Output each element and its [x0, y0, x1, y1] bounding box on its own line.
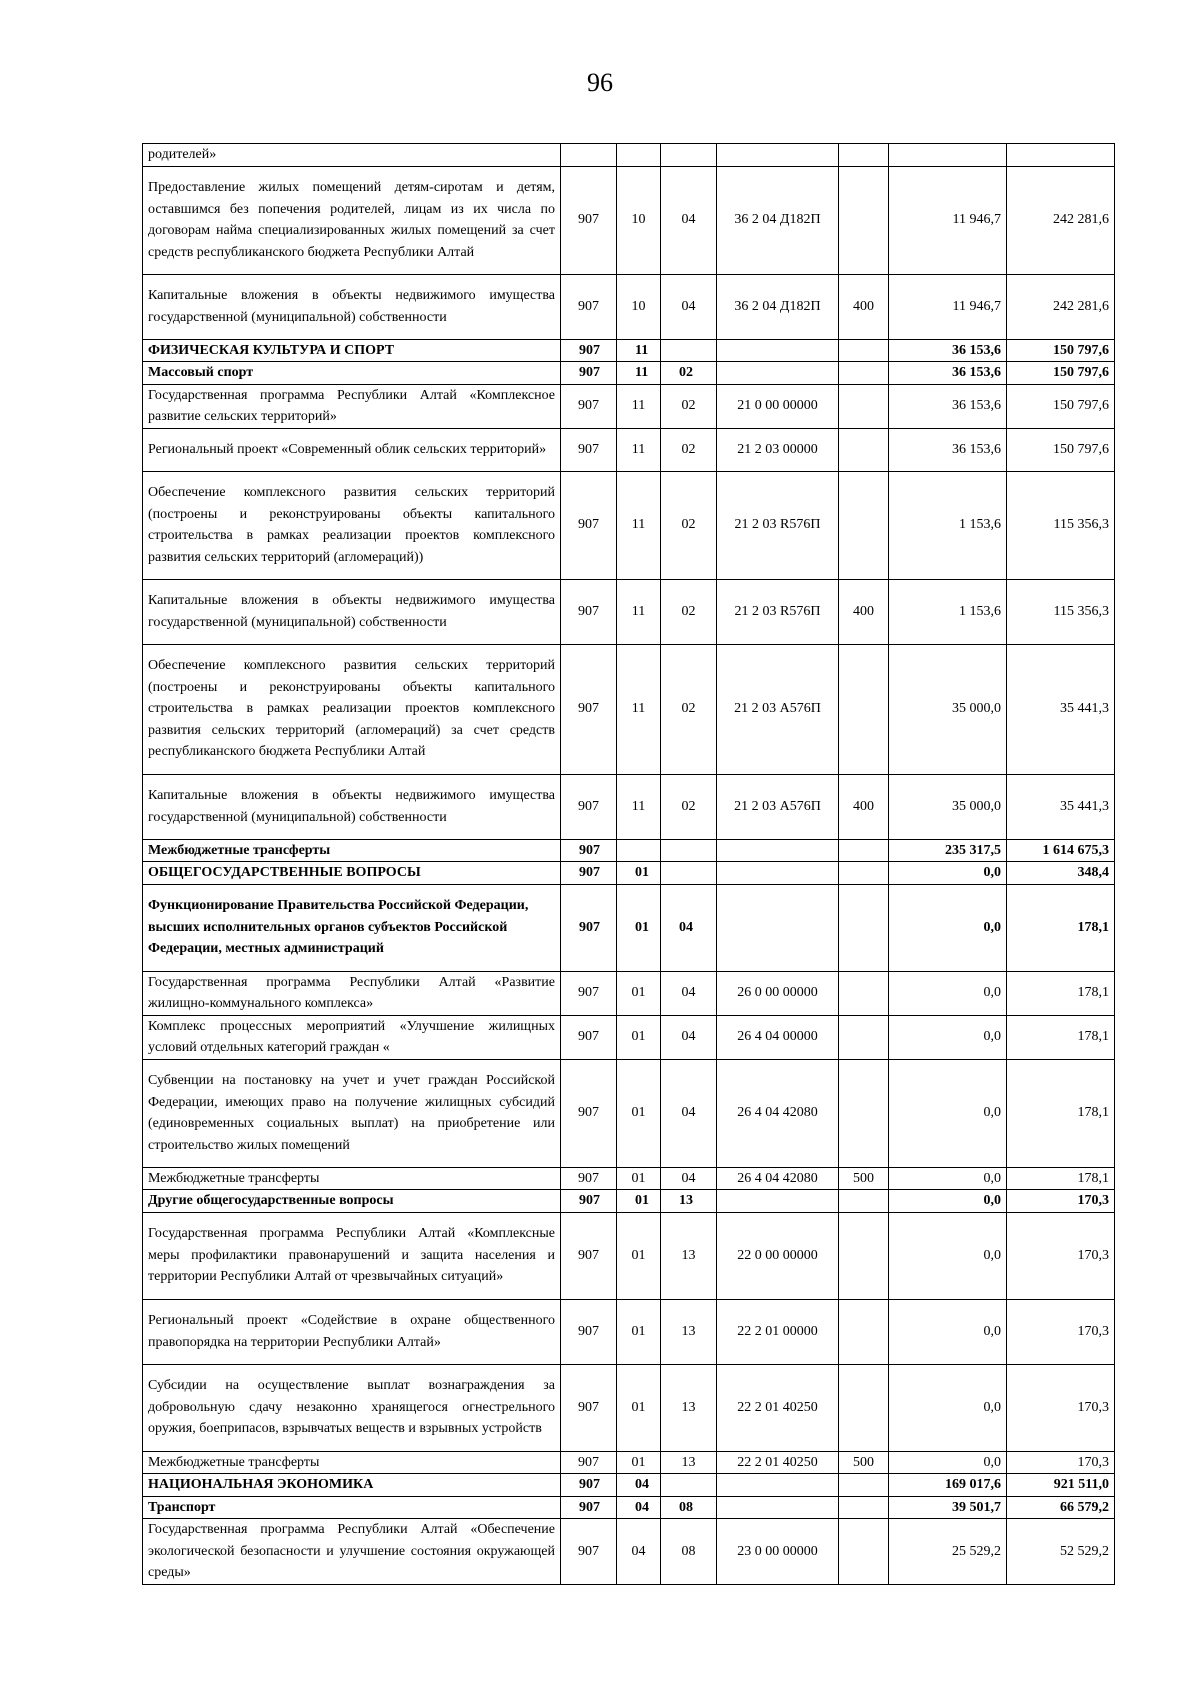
row-sum-1: 36 153,6 — [889, 428, 1007, 471]
row-target-article — [717, 884, 839, 971]
row-grbs-code: 907 — [561, 884, 617, 971]
row-subsection-code — [661, 144, 717, 167]
row-section-code: 01 — [617, 1212, 661, 1299]
row-target-article: 21 2 03 R576П — [717, 579, 839, 644]
row-subsection-code — [661, 1474, 717, 1497]
row-subsection-code: 02 — [661, 471, 717, 579]
row-sum-2: 35 441,3 — [1007, 774, 1115, 839]
row-sum-1: 0,0 — [889, 1167, 1007, 1190]
row-sum-1: 35 000,0 — [889, 644, 1007, 774]
table-row — [143, 971, 1115, 1015]
row-sum-1: 1 153,6 — [889, 579, 1007, 644]
table-row — [143, 1167, 1115, 1190]
budget-table-body — [143, 144, 1115, 1585]
row-subsection-code: 04 — [661, 884, 717, 971]
row-sum-2: 150 797,6 — [1007, 428, 1115, 471]
row-grbs-code: 907 — [561, 1190, 617, 1213]
row-sum-1: 0,0 — [889, 1059, 1007, 1167]
row-section-code: 01 — [617, 884, 661, 971]
row-target-article — [717, 1474, 839, 1497]
row-sum-1: 11 946,7 — [889, 166, 1007, 274]
row-expense-type — [839, 1496, 889, 1519]
row-expense-type — [839, 1519, 889, 1585]
row-sum-1: 0,0 — [889, 1015, 1007, 1059]
row-target-article — [717, 339, 839, 362]
row-grbs-code: 907 — [561, 362, 617, 385]
row-grbs-code: 907 — [561, 428, 617, 471]
row-section-code: 11 — [617, 339, 661, 362]
row-target-article: 22 2 01 40250 — [717, 1451, 839, 1474]
table-row — [143, 144, 1115, 167]
row-name: Обеспечение комплексного развития сельских территорий (построены и реконструированы объекты капитального строительства в рамках реализации проектов комплексного развития сельских территорий (агломераций) за счет средств республиканского бюджета Республики Алтай — [143, 644, 561, 774]
row-section-code: 11 — [617, 384, 661, 428]
row-sum-2: 52 529,2 — [1007, 1519, 1115, 1585]
row-grbs-code: 907 — [561, 1299, 617, 1364]
row-section-code: 10 — [617, 166, 661, 274]
row-subsection-code: 13 — [661, 1299, 717, 1364]
row-target-article: 26 4 04 42080 — [717, 1167, 839, 1190]
row-expense-type — [839, 884, 889, 971]
row-target-article — [717, 362, 839, 385]
row-target-article: 21 2 03 А576П — [717, 644, 839, 774]
row-grbs-code: 907 — [561, 1015, 617, 1059]
table-row — [143, 471, 1115, 579]
row-sum-2: 66 579,2 — [1007, 1496, 1115, 1519]
row-sum-2: 170,3 — [1007, 1451, 1115, 1474]
row-target-article — [717, 1496, 839, 1519]
row-sum-2: 150 797,6 — [1007, 384, 1115, 428]
row-expense-type: 400 — [839, 774, 889, 839]
row-expense-type — [839, 1190, 889, 1213]
row-name: Комплекс процессных мероприятий «Улучшение жилищных условий отдельных категорий граждан « — [143, 1015, 561, 1059]
row-sum-2: 170,3 — [1007, 1212, 1115, 1299]
row-name: Региональный проект «Современный облик сельских территорий» — [143, 428, 561, 471]
table-row — [143, 644, 1115, 774]
row-subsection-code — [661, 339, 717, 362]
row-subsection-code: 04 — [661, 1015, 717, 1059]
row-sum-2: 178,1 — [1007, 1015, 1115, 1059]
row-subsection-code: 02 — [661, 579, 717, 644]
row-sum-2: 35 441,3 — [1007, 644, 1115, 774]
table-row — [143, 1299, 1115, 1364]
row-section-code: 01 — [617, 1059, 661, 1167]
row-expense-type — [839, 166, 889, 274]
row-sum-2: 178,1 — [1007, 884, 1115, 971]
row-grbs-code: 907 — [561, 166, 617, 274]
row-section-code: 11 — [617, 774, 661, 839]
table-row — [143, 1059, 1115, 1167]
row-sum-2: 115 356,3 — [1007, 471, 1115, 579]
row-name: Капитальные вложения в объекты недвижимого имущества государственной (муниципальной) собственности — [143, 774, 561, 839]
row-grbs-code: 907 — [561, 339, 617, 362]
row-name: Межбюджетные трансферты — [143, 1451, 561, 1474]
row-section-code: 01 — [617, 1167, 661, 1190]
row-sum-2: 178,1 — [1007, 971, 1115, 1015]
row-subsection-code: 02 — [661, 428, 717, 471]
row-sum-1: 0,0 — [889, 1299, 1007, 1364]
row-target-article — [717, 839, 839, 862]
row-name: Межбюджетные трансферты — [143, 1167, 561, 1190]
table-row — [143, 1496, 1115, 1519]
table-row — [143, 579, 1115, 644]
row-subsection-code: 02 — [661, 384, 717, 428]
row-expense-type — [839, 1015, 889, 1059]
row-name: Другие общегосударственные вопросы — [143, 1190, 561, 1213]
table-row — [143, 774, 1115, 839]
row-sum-2: 178,1 — [1007, 1059, 1115, 1167]
row-grbs-code: 907 — [561, 274, 617, 339]
row-sum-1: 0,0 — [889, 1364, 1007, 1451]
row-sum-1: 0,0 — [889, 1190, 1007, 1213]
row-subsection-code: 04 — [661, 166, 717, 274]
row-grbs-code: 907 — [561, 774, 617, 839]
row-sum-2: 170,3 — [1007, 1364, 1115, 1451]
row-grbs-code: 907 — [561, 971, 617, 1015]
row-target-article: 26 4 04 42080 — [717, 1059, 839, 1167]
row-section-code: 01 — [617, 1190, 661, 1213]
row-sum-1: 1 153,6 — [889, 471, 1007, 579]
row-name: Региональный проект «Содействие в охране общественного правопорядка на территории Республики Алтай» — [143, 1299, 561, 1364]
row-section-code — [617, 144, 661, 167]
row-subsection-code: 02 — [661, 644, 717, 774]
table-row — [143, 362, 1115, 385]
page-number: 96 — [587, 68, 613, 97]
row-expense-type — [839, 1059, 889, 1167]
row-expense-type — [839, 1299, 889, 1364]
row-sum-2: 921 511,0 — [1007, 1474, 1115, 1497]
row-section-code: 01 — [617, 1451, 661, 1474]
row-sum-1: 235 317,5 — [889, 839, 1007, 862]
row-sum-2: 178,1 — [1007, 1167, 1115, 1190]
row-section-code: 04 — [617, 1496, 661, 1519]
row-expense-type — [839, 862, 889, 885]
row-grbs-code: 907 — [561, 1364, 617, 1451]
table-row — [143, 274, 1115, 339]
row-name: Транспорт — [143, 1496, 561, 1519]
row-name: Капитальные вложения в объекты недвижимого имущества государственной (муниципальной) собственности — [143, 579, 561, 644]
row-section-code: 04 — [617, 1519, 661, 1585]
row-grbs-code: 907 — [561, 839, 617, 862]
row-subsection-code: 04 — [661, 1167, 717, 1190]
row-grbs-code: 907 — [561, 1474, 617, 1497]
row-grbs-code — [561, 144, 617, 167]
row-name: Функционирование Правительства Российской Федерации, высших исполнительных органов субъектов Российской Федерации, местных администраций — [143, 884, 561, 971]
table-row — [143, 339, 1115, 362]
row-grbs-code: 907 — [561, 1451, 617, 1474]
table-row — [143, 1212, 1115, 1299]
row-subsection-code: 04 — [661, 971, 717, 1015]
row-subsection-code: 13 — [661, 1364, 717, 1451]
row-sum-1: 25 529,2 — [889, 1519, 1007, 1585]
row-target-article: 21 0 00 00000 — [717, 384, 839, 428]
row-grbs-code: 907 — [561, 384, 617, 428]
table-row — [143, 839, 1115, 862]
table-row — [143, 1015, 1115, 1059]
row-target-article: 26 4 04 00000 — [717, 1015, 839, 1059]
row-sum-2: 150 797,6 — [1007, 339, 1115, 362]
row-section-code: 11 — [617, 362, 661, 385]
row-expense-type — [839, 839, 889, 862]
row-name: Обеспечение комплексного развития сельских территорий (построены и реконструированы объекты капитального строительства в рамках реализации проектов комплексного развития сельских территорий (агломераций)) — [143, 471, 561, 579]
row-target-article: 22 2 01 00000 — [717, 1299, 839, 1364]
row-name: ФИЗИЧЕСКАЯ КУЛЬТУРА И СПОРТ — [143, 339, 561, 362]
row-sum-2: 242 281,6 — [1007, 166, 1115, 274]
row-target-article: 22 0 00 00000 — [717, 1212, 839, 1299]
row-name: НАЦИОНАЛЬНАЯ ЭКОНОМИКА — [143, 1474, 561, 1497]
row-sum-1: 36 153,6 — [889, 384, 1007, 428]
row-name: Субсидии на осуществление выплат вознаграждения за добровольную сдачу незаконно хранящегося огнестрельного оружия, боеприпасов, взрывчатых веществ и взрывных устройств — [143, 1364, 561, 1451]
row-expense-type — [839, 362, 889, 385]
row-sum-2: 348,4 — [1007, 862, 1115, 885]
row-expense-type — [839, 1364, 889, 1451]
row-expense-type — [839, 471, 889, 579]
row-sum-1: 0,0 — [889, 1451, 1007, 1474]
row-grbs-code: 907 — [561, 1167, 617, 1190]
table-row — [143, 884, 1115, 971]
row-name: Субвенции на постановку на учет и учет граждан Российской Федерации, имеющих право на получение жилищных субсидий (единовременных социальных выплат) на приобретение или строительство жилых помещений — [143, 1059, 561, 1167]
row-name: Предоставление жилых помещений детям-сиротам и детям, оставшимся без попечения родителей, лицам из их числа по договорам найма специализированных жилых помещений за счет средств республиканского бюджета Республики Алтай — [143, 166, 561, 274]
table-row — [143, 384, 1115, 428]
row-grbs-code: 907 — [561, 579, 617, 644]
row-target-article: 26 0 00 00000 — [717, 971, 839, 1015]
row-target-article: 36 2 04 Д182П — [717, 274, 839, 339]
row-subsection-code: 13 — [661, 1451, 717, 1474]
row-sum-1: 36 153,6 — [889, 339, 1007, 362]
row-expense-type: 500 — [839, 1451, 889, 1474]
row-sum-2: 1 614 675,3 — [1007, 839, 1115, 862]
row-sum-1: 0,0 — [889, 1212, 1007, 1299]
row-target-article — [717, 862, 839, 885]
row-section-code: 11 — [617, 644, 661, 774]
row-expense-type — [839, 971, 889, 1015]
table-row — [143, 428, 1115, 471]
row-target-article: 21 2 03 R576П — [717, 471, 839, 579]
row-name: Массовый спорт — [143, 362, 561, 385]
row-subsection-code: 13 — [661, 1190, 717, 1213]
row-name: Государственная программа Республики Алтай «Комплексное развитие сельских территорий» — [143, 384, 561, 428]
row-subsection-code — [661, 862, 717, 885]
row-sum-2: 242 281,6 — [1007, 274, 1115, 339]
row-name: Межбюджетные трансферты — [143, 839, 561, 862]
row-name: ОБЩЕГОСУДАРСТВЕННЫЕ ВОПРОСЫ — [143, 862, 561, 885]
row-name: Государственная программа Республики Алтай «Развитие жилищно-коммунального комплекса» — [143, 971, 561, 1015]
row-subsection-code: 04 — [661, 274, 717, 339]
row-grbs-code: 907 — [561, 1496, 617, 1519]
row-subsection-code: 08 — [661, 1496, 717, 1519]
row-name: Капитальные вложения в объекты недвижимого имущества государственной (муниципальной) собственности — [143, 274, 561, 339]
row-sum-2: 150 797,6 — [1007, 362, 1115, 385]
row-subsection-code — [661, 839, 717, 862]
row-name: Государственная программа Республики Алтай «Обеспечение экологической безопасности и улучшение состояния окружающей среды» — [143, 1519, 561, 1585]
row-target-article: 36 2 04 Д182П — [717, 166, 839, 274]
row-target-article — [717, 144, 839, 167]
row-sum-1: 35 000,0 — [889, 774, 1007, 839]
table-row — [143, 1364, 1115, 1451]
row-expense-type — [839, 1212, 889, 1299]
row-subsection-code: 13 — [661, 1212, 717, 1299]
table-row — [143, 1451, 1115, 1474]
row-section-code: 01 — [617, 862, 661, 885]
row-grbs-code: 907 — [561, 1212, 617, 1299]
row-section-code: 01 — [617, 1364, 661, 1451]
row-subsection-code: 02 — [661, 362, 717, 385]
row-sum-2 — [1007, 144, 1115, 167]
row-expense-type: 400 — [839, 579, 889, 644]
row-sum-2: 115 356,3 — [1007, 579, 1115, 644]
row-sum-1: 0,0 — [889, 971, 1007, 1015]
row-section-code: 11 — [617, 471, 661, 579]
row-sum-1: 39 501,7 — [889, 1496, 1007, 1519]
row-sum-1: 0,0 — [889, 884, 1007, 971]
row-expense-type: 500 — [839, 1167, 889, 1190]
row-section-code: 01 — [617, 971, 661, 1015]
row-expense-type — [839, 144, 889, 167]
row-grbs-code: 907 — [561, 644, 617, 774]
table-row — [143, 862, 1115, 885]
row-expense-type — [839, 1474, 889, 1497]
row-sum-2: 170,3 — [1007, 1190, 1115, 1213]
row-section-code: 04 — [617, 1474, 661, 1497]
row-sum-1: 169 017,6 — [889, 1474, 1007, 1497]
row-subsection-code: 04 — [661, 1059, 717, 1167]
row-section-code: 10 — [617, 274, 661, 339]
table-row — [143, 1474, 1115, 1497]
row-target-article: 21 2 03 00000 — [717, 428, 839, 471]
row-grbs-code: 907 — [561, 1059, 617, 1167]
row-target-article: 22 2 01 40250 — [717, 1364, 839, 1451]
row-sum-2: 170,3 — [1007, 1299, 1115, 1364]
row-grbs-code: 907 — [561, 862, 617, 885]
row-expense-type — [839, 644, 889, 774]
row-target-article — [717, 1190, 839, 1213]
row-sum-1: 36 153,6 — [889, 362, 1007, 385]
table-row — [143, 1519, 1115, 1585]
row-grbs-code: 907 — [561, 1519, 617, 1585]
table-row — [143, 166, 1115, 274]
row-sum-1 — [889, 144, 1007, 167]
row-section-code: 01 — [617, 1015, 661, 1059]
row-subsection-code: 02 — [661, 774, 717, 839]
row-expense-type: 400 — [839, 274, 889, 339]
table-row — [143, 1190, 1115, 1213]
row-grbs-code: 907 — [561, 471, 617, 579]
row-target-article: 23 0 00 00000 — [717, 1519, 839, 1585]
row-section-code — [617, 839, 661, 862]
row-sum-1: 0,0 — [889, 862, 1007, 885]
budget-table — [142, 143, 1115, 1585]
row-expense-type — [839, 339, 889, 362]
row-sum-1: 11 946,7 — [889, 274, 1007, 339]
row-name: Государственная программа Республики Алтай «Комплексные меры профилактики правонарушений и защита населения и территории Республики Алтай от чрезвычайных ситуаций» — [143, 1212, 561, 1299]
row-expense-type — [839, 384, 889, 428]
row-section-code: 11 — [617, 428, 661, 471]
row-subsection-code: 08 — [661, 1519, 717, 1585]
row-section-code: 01 — [617, 1299, 661, 1364]
row-target-article: 21 2 03 А576П — [717, 774, 839, 839]
row-expense-type — [839, 428, 889, 471]
row-name: родителей» — [143, 144, 561, 167]
row-section-code: 11 — [617, 579, 661, 644]
